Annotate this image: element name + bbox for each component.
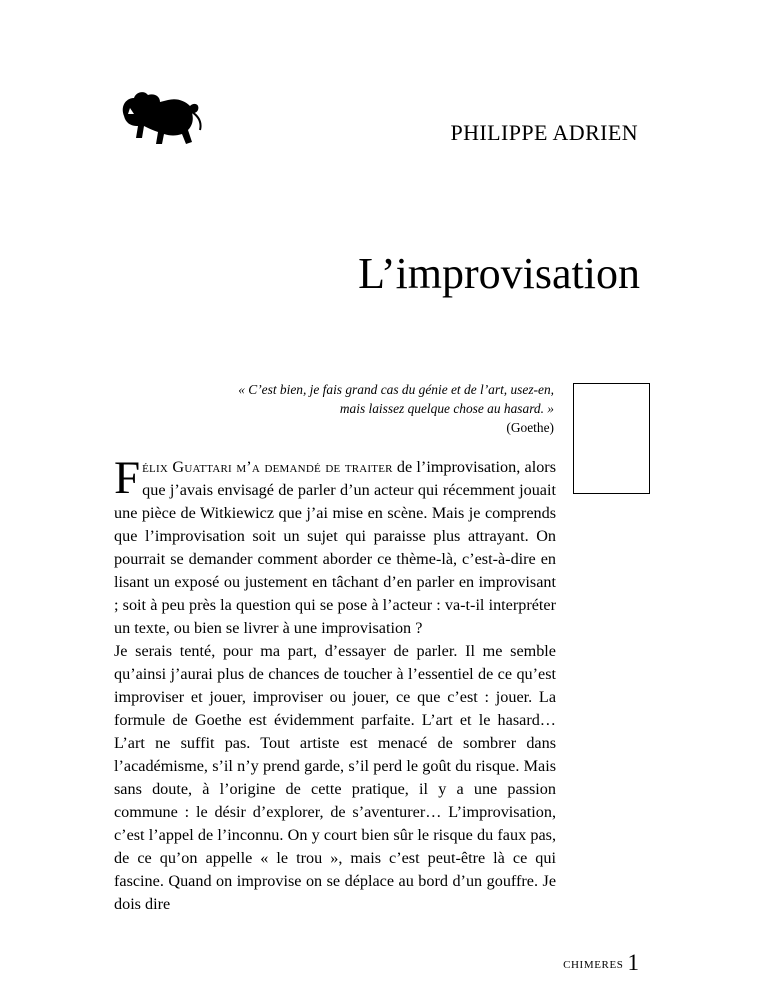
- lion-griffin-icon: [110, 86, 206, 150]
- journal-name: CHIMERES: [563, 959, 624, 971]
- epigraph-line: « C’est bien, je fais grand cas du génie et de l’art, usez-en,: [238, 382, 554, 397]
- author-name: PHILIPPE ADRIEN: [450, 120, 638, 145]
- page-footer: [563, 950, 639, 976]
- paragraph-text: de l’improvisation, alors que j’avais envisagé de parler d’un acteur qui récemment jouait une pièce de Witkiewicz que j’ai mise en scène. Mais je comprends que l’improvisation soit un sujet qui paraisse plus attrayant. On pourrait se demander comment aborder ce thème-là, c’est-à-dire en lisant un exposé ou justement en tâchant d’en parler en improvisant ; soit à peu près la question qui se pose à l’acteur : va-t-il interpréter un texte, ou bien se livrer à une improvisation ?: [114, 458, 556, 637]
- epigraph-line: mais laissez quelque chose au hasard. »: [339, 401, 554, 416]
- article-body: [114, 452, 556, 916]
- lead-smallcaps: élix Guattari m’a demandé de traiter: [142, 458, 393, 476]
- epigraph-source: (Goethe): [506, 420, 554, 435]
- article-title: L’improvisation: [358, 249, 640, 298]
- paragraph: [114, 452, 556, 640]
- drop-cap: F: [114, 452, 141, 504]
- paragraph: Je serais tenté, pour ma part, d’essayer de parler. Il me semble qu’ainsi j’aurai plus de chances de toucher à l’essentiel de ce qu’est improviser et jouer, improviser ou jouer, ce que c’est : jouer. La formule de Goethe est évidemment parfaite. L’art et le hasard… L’art ne suffit pas. Tout artiste est menacé de sombrer dans l’académisme, s’il n’y prend garde, s’il perd le goût du risque. Mais sans doute, à l’origine de cette pratique, il y a une passion commune : le désir d’explorer, de s’aventurer… L’improvisation, c’est l’appel de l’inconnu. On y court bien sûr le risque du faux pas, de ce qu’on appelle « le trou », mais c’est peut-être là ce qui fascine. Quand on improvise on se déplace au bord d’un gouffre. Je dois dire: [114, 642, 556, 913]
- image-frame: [573, 383, 650, 494]
- page-number: 1: [627, 950, 639, 975]
- epigraph: [150, 380, 554, 437]
